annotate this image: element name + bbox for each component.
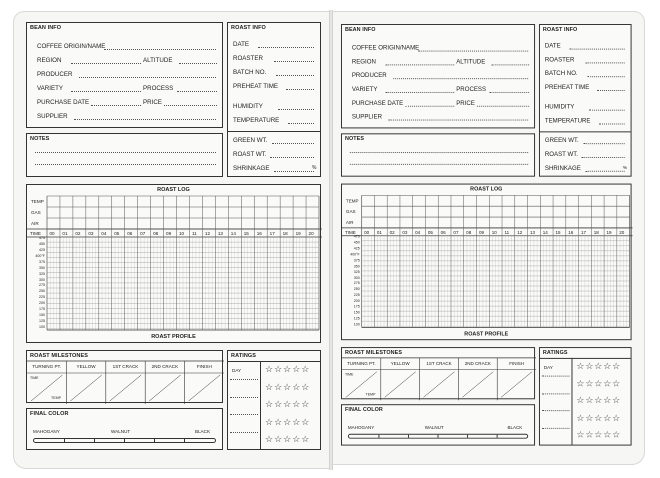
time-tick-label: 04 [415, 229, 421, 235]
roast-field-line[interactable] [589, 110, 624, 111]
temp-tick-label: 375 [39, 259, 45, 264]
milestone-time-label: TIME [344, 372, 354, 377]
milestone-line [385, 372, 416, 398]
roast-grid[interactable] [27, 185, 322, 344]
bean-field-label: PRODUCER [37, 71, 73, 78]
bean-field-label: SUPPLIER [351, 113, 382, 121]
color-scale-label: WALNUT [111, 429, 131, 434]
time-tick-label: 01 [376, 229, 382, 235]
right-log-sheet [341, 24, 633, 450]
time-tick-label: 13 [217, 231, 223, 236]
time-label: TIME [30, 231, 41, 236]
time-tick-label: 08 [153, 231, 159, 236]
color-scale-tick [94, 439, 95, 442]
time-tick-label: 19 [606, 229, 612, 235]
roast-field-label: ROAST WT. [544, 151, 578, 158]
temp-tick-label: 425 [39, 247, 45, 252]
roast-field-label: SHRINKAGE [544, 164, 581, 172]
rating-stars[interactable]: ☆☆☆☆☆ [265, 364, 311, 374]
bean-field-label: PRODUCER [351, 72, 387, 80]
ratings-divider [540, 358, 631, 359]
time-tick-label: 17 [581, 229, 587, 235]
bean-field-label: PURCHASE DATE [351, 99, 404, 107]
color-scale-tick [467, 435, 468, 438]
percent-symbol: % [622, 164, 628, 171]
bean-field-line[interactable] [164, 105, 217, 106]
temp-tick-label: 100 [39, 325, 45, 329]
rating-stars[interactable]: ☆☆☆☆☆ [576, 412, 622, 423]
temp-tick-label: 475 [353, 234, 360, 239]
rating-stars[interactable]: ☆☆☆☆☆ [576, 395, 622, 406]
roast-field-line[interactable] [276, 75, 314, 76]
log-row-label: GAS [345, 209, 356, 215]
bean-field-line[interactable] [385, 92, 454, 93]
time-tick-label: 07 [140, 231, 146, 236]
rating-stars[interactable]: ☆☆☆☆☆ [265, 434, 311, 444]
roast-field-label: DATE [233, 41, 250, 48]
time-tick-label: 14 [230, 231, 236, 236]
bean-field-line[interactable] [388, 120, 528, 121]
rating-stars[interactable]: ☆☆☆☆☆ [265, 381, 311, 392]
roast-field-line[interactable] [599, 123, 625, 124]
bean-info-box [26, 22, 223, 128]
bean-field-label: COFFEE ORIGIN/NAME [37, 43, 106, 50]
temp-tick-label: 350 [353, 264, 360, 268]
roast-field-line[interactable] [258, 47, 314, 48]
color-scale-tick [64, 439, 65, 442]
milestone-line [462, 372, 493, 398]
bean-field-line[interactable] [104, 49, 216, 50]
notes-line[interactable] [350, 152, 528, 153]
milestone-column-label: 1ST CRACK [426, 360, 452, 366]
time-tick-label: 02 [389, 229, 395, 235]
rating-stars[interactable]: ☆☆☆☆☆ [265, 399, 311, 409]
temp-tick-label: 275 [353, 281, 360, 286]
milestone-line [110, 375, 141, 401]
color-scale-tick [378, 435, 379, 438]
time-tick-label: 13 [529, 229, 536, 235]
bean-field-line[interactable] [492, 64, 529, 65]
milestone-line [149, 375, 180, 401]
notes-line[interactable] [35, 152, 216, 153]
roast-field-line[interactable] [286, 89, 314, 90]
bean-field-line[interactable] [490, 92, 529, 93]
temp-tick-label: 375 [353, 258, 360, 263]
milestone-line [424, 372, 455, 398]
rating-day-line[interactable] [542, 427, 570, 428]
time-tick-label: 12 [204, 231, 211, 236]
time-tick-label: 03 [88, 231, 94, 236]
roast-milestones-box [341, 347, 535, 399]
milestone-line [70, 375, 101, 401]
roast-field-label: PREHEAT TIME [233, 83, 279, 90]
bean-field-label: COFFEE ORIGIN/NAME [351, 44, 420, 52]
temp-tick-label: 300 [353, 275, 360, 280]
roast-field-line[interactable] [288, 123, 314, 124]
final-color-header: FINAL COLOR [344, 407, 383, 414]
color-scale-label: BLACK [195, 429, 211, 434]
roast-grid[interactable] [342, 185, 633, 342]
color-scale-label: MAHOGANY [347, 424, 375, 430]
temp-tick-label: 425 [353, 246, 360, 251]
roast-field-line[interactable] [597, 90, 625, 91]
milestone-column-label: TURNING PT. [32, 364, 62, 369]
bean-field-label: REGION [351, 58, 376, 66]
rating-day-line[interactable] [230, 379, 258, 380]
bean-field-label: ALTITUDE [143, 57, 173, 64]
time-tick-label: 15 [243, 231, 249, 236]
time-tick-label: 05 [114, 231, 120, 236]
time-tick-label: 18 [282, 231, 288, 236]
temp-tick-label: 300 [39, 277, 45, 282]
roast-field-line[interactable] [270, 157, 314, 158]
temp-tick-label: 200 [39, 301, 45, 306]
temp-tick-label: 475 [39, 236, 45, 240]
time-tick-label: 11 [504, 229, 510, 235]
bean-field-line[interactable] [179, 63, 217, 64]
time-tick-label: 08 [466, 229, 472, 235]
bean-field-line[interactable] [385, 64, 454, 65]
notebook-spine [329, 10, 333, 470]
temp-tick-label: 400°F [35, 253, 45, 258]
bean-field-label: ALTITUDE [456, 58, 486, 66]
roast-field-label: HUMIDITY [233, 103, 263, 110]
log-row-label: GAS [31, 210, 41, 215]
time-tick-label: 16 [256, 231, 262, 236]
roast-field-line[interactable] [583, 143, 624, 144]
milestone-column-label: YELLOW [390, 360, 410, 366]
ratings-header: RATINGS [231, 353, 257, 359]
time-tick-label: 00 [49, 231, 55, 236]
time-tick-label: 15 [555, 229, 561, 235]
bean-field-line[interactable] [74, 119, 216, 120]
roast-field-line[interactable] [272, 143, 314, 144]
bean-field-label: PROCESS [143, 85, 174, 92]
roast-field-line[interactable] [581, 157, 624, 158]
time-tick-label: 02 [75, 231, 81, 236]
color-scale-tick [124, 439, 125, 442]
milestone-time-label: TIME [30, 376, 39, 380]
color-scale-label: WALNUT [424, 424, 444, 430]
ratings-day-label: DAY [543, 364, 553, 370]
temp-tick-label: 150 [353, 310, 360, 315]
roast-milestones-box [26, 350, 223, 403]
milestone-line [501, 372, 532, 398]
rating-stars[interactable]: ☆☆☆☆☆ [576, 378, 622, 388]
rating-day-line[interactable] [542, 410, 570, 411]
ratings-column-divider [571, 358, 572, 445]
color-scale-bar[interactable] [348, 434, 528, 439]
notes-line[interactable] [350, 164, 528, 165]
time-tick-label: 04 [101, 231, 107, 236]
milestone-column-label: 2ND CRACK [464, 360, 491, 366]
ratings-column-divider [260, 361, 261, 449]
color-scale-tick [438, 435, 439, 438]
roast-field-label: BATCH NO. [233, 69, 267, 76]
time-tick-label: 12 [517, 229, 523, 235]
bean-field-line[interactable] [477, 106, 529, 107]
roast-log-title: ROAST LOG [470, 186, 503, 193]
roast-field-label: PREHEAT TIME [544, 84, 590, 91]
bean-info-box [341, 24, 535, 128]
time-tick-label: 07 [453, 229, 459, 235]
roast-info-box [227, 22, 321, 177]
rating-day-line[interactable] [542, 393, 570, 394]
roast-field-label: ROASTER [233, 55, 263, 62]
milestone-temp-label: TEMP [365, 392, 376, 397]
bean-field-label: VARIETY [351, 86, 378, 93]
temp-tick-label: 175 [39, 307, 45, 312]
temp-tick-label: 150 [39, 313, 45, 318]
temp-tick-label: 350 [39, 265, 45, 270]
notes-box [26, 133, 223, 177]
roast-field-line[interactable] [587, 76, 624, 77]
log-row-label: TEMP [31, 199, 44, 204]
bean-field-label: PRICE [456, 99, 475, 107]
final-color-header: FINAL COLOR [30, 411, 69, 417]
notes-box [341, 133, 535, 176]
time-tick-label: 19 [295, 231, 301, 236]
roast-profile-title: ROAST PROFILE [464, 331, 509, 338]
ratings-box [227, 350, 321, 450]
roast-info-header: ROAST INFO [542, 26, 578, 33]
log-row-label: AIR [345, 220, 354, 225]
temp-tick-label: 225 [353, 293, 360, 298]
bean-field-label: PURCHASE DATE [37, 99, 90, 106]
roast-field-line[interactable] [278, 109, 314, 110]
milestone-temp-label: TEMP [51, 396, 61, 400]
milestone-column-label: FINISH [196, 364, 212, 369]
rating-day-line[interactable] [542, 376, 570, 377]
temp-tick-label: 100 [353, 322, 360, 327]
temp-tick-label: 175 [353, 304, 360, 309]
color-scale-label: MAHOGANY [33, 429, 60, 434]
time-tick-label: 05 [427, 229, 433, 235]
roast-field-label: GREEN WT. [544, 137, 579, 145]
bean-field-label: VARIETY [37, 85, 64, 92]
roast-field-label: TEMPERATURE [233, 117, 280, 124]
roast-field-label: GREEN WT. [233, 137, 268, 144]
bean-field-label: SUPPLIER [37, 113, 68, 120]
color-scale-tick [497, 435, 498, 438]
log-row-label: TEMP [345, 198, 359, 204]
color-scale-tick [408, 435, 409, 438]
time-tick-label: 20 [308, 231, 314, 236]
milestone-column-label: 1ST CRACK [112, 364, 139, 369]
roast-field-label: TEMPERATURE [544, 117, 591, 125]
final-color-box [26, 408, 223, 450]
notes-header: NOTES [30, 136, 50, 142]
temp-tick-label: 125 [39, 319, 45, 324]
bean-info-header: BEAN INFO [344, 26, 376, 33]
roast-info-box [539, 24, 632, 177]
milestone-line [189, 375, 220, 401]
rating-day-line[interactable] [230, 432, 258, 433]
time-tick-label: 20 [619, 229, 625, 235]
bean-field-line[interactable] [79, 77, 216, 78]
temp-tick-label: 400°F [350, 252, 360, 257]
temp-tick-label: 325 [39, 271, 45, 276]
ratings-day-label: DAY [232, 368, 242, 373]
time-tick-label: 09 [166, 231, 172, 236]
time-tick-label: 06 [127, 231, 133, 236]
temp-tick-label: 275 [39, 283, 45, 288]
roast-log-box [341, 184, 632, 341]
roast-field-line[interactable] [585, 171, 624, 172]
bean-field-line[interactable] [177, 91, 217, 92]
time-tick-label: 17 [269, 231, 275, 236]
temp-tick-label: 250 [39, 289, 45, 294]
time-tick-label: 00 [364, 229, 370, 235]
bean-field-line[interactable] [405, 106, 454, 107]
roast-field-label: ROASTER [544, 56, 575, 64]
roast-info-divider [228, 131, 320, 132]
time-tick-label: 18 [593, 229, 599, 235]
roast-field-line[interactable] [274, 171, 314, 172]
rating-stars[interactable]: ☆☆☆☆☆ [576, 360, 622, 371]
roast-field-label: SHRINKAGE [233, 165, 270, 172]
time-tick-label: 09 [478, 229, 484, 235]
roast-field-label: HUMIDITY [544, 103, 575, 111]
bean-field-line[interactable] [71, 63, 141, 64]
percent-symbol: % [312, 165, 317, 171]
roast-field-line[interactable] [570, 49, 625, 50]
roast-field-line[interactable] [274, 61, 314, 62]
temp-tick-label: 125 [353, 316, 360, 321]
temp-tick-label: 225 [39, 295, 45, 300]
temp-tick-label: 200 [353, 299, 360, 304]
color-scale-label: BLACK [507, 424, 523, 430]
bean-field-label: PRICE [143, 99, 162, 106]
time-tick-label: 10 [179, 231, 185, 236]
bean-field-line[interactable] [71, 91, 141, 92]
milestone-column-label: 2ND CRACK [151, 364, 179, 369]
roast-profile-title: ROAST PROFILE [151, 334, 196, 340]
time-tick-label: 14 [542, 229, 548, 235]
roast-field-line[interactable] [585, 62, 624, 63]
time-tick-label: 03 [402, 229, 408, 235]
roast-info-header: ROAST INFO [231, 25, 266, 31]
rating-stars[interactable]: ☆☆☆☆☆ [576, 429, 622, 440]
bean-field-line[interactable] [393, 78, 528, 79]
time-tick-label: 16 [568, 229, 574, 235]
milestones-header: ROAST MILESTONES [30, 353, 89, 359]
time-tick-label: 11 [191, 231, 197, 236]
time-tick-label: 01 [62, 231, 68, 236]
log-row-label: AIR [31, 221, 39, 226]
ratings-header: RATINGS [542, 350, 568, 356]
rating-day-line[interactable] [230, 397, 258, 398]
temp-tick-label: 450 [353, 240, 360, 245]
roast-field-label: BATCH NO. [544, 70, 578, 78]
temp-tick-label: 250 [353, 287, 360, 292]
bean-field-line[interactable] [91, 105, 141, 106]
time-label: TIME [344, 229, 356, 235]
milestone-column-label: YELLOW [76, 364, 96, 369]
roast-log-box [26, 184, 321, 343]
roast-log-title: ROAST LOG [157, 187, 190, 193]
time-tick-label: 10 [491, 229, 497, 235]
milestone-column-label: TURNING PT. [347, 360, 376, 366]
color-scale-tick [184, 439, 185, 442]
left-log-sheet [26, 22, 322, 454]
rating-stars[interactable]: ☆☆☆☆☆ [265, 416, 311, 427]
bean-info-header: BEAN INFO [30, 25, 62, 31]
temp-tick-label: 450 [39, 241, 45, 246]
final-color-box [341, 404, 535, 445]
bean-field-line[interactable] [418, 51, 528, 52]
milestones-header: ROAST MILESTONES [344, 350, 403, 356]
roast-info-divider [540, 131, 631, 132]
notes-line[interactable] [35, 164, 216, 165]
bean-field-label: PROCESS [456, 86, 487, 93]
rating-day-line[interactable] [230, 414, 258, 415]
ratings-box [539, 347, 632, 446]
roast-field-label: DATE [544, 42, 561, 50]
color-scale-bar[interactable] [33, 438, 216, 443]
time-tick-label: 06 [440, 229, 446, 235]
color-scale-tick [154, 439, 155, 442]
ratings-divider [228, 361, 320, 362]
milestone-column-label: FINISH [509, 360, 525, 366]
temp-tick-label: 325 [353, 269, 360, 274]
roast-field-label: ROAST WT. [233, 151, 267, 158]
bean-field-label: REGION [37, 57, 62, 64]
notes-header: NOTES [344, 136, 365, 143]
